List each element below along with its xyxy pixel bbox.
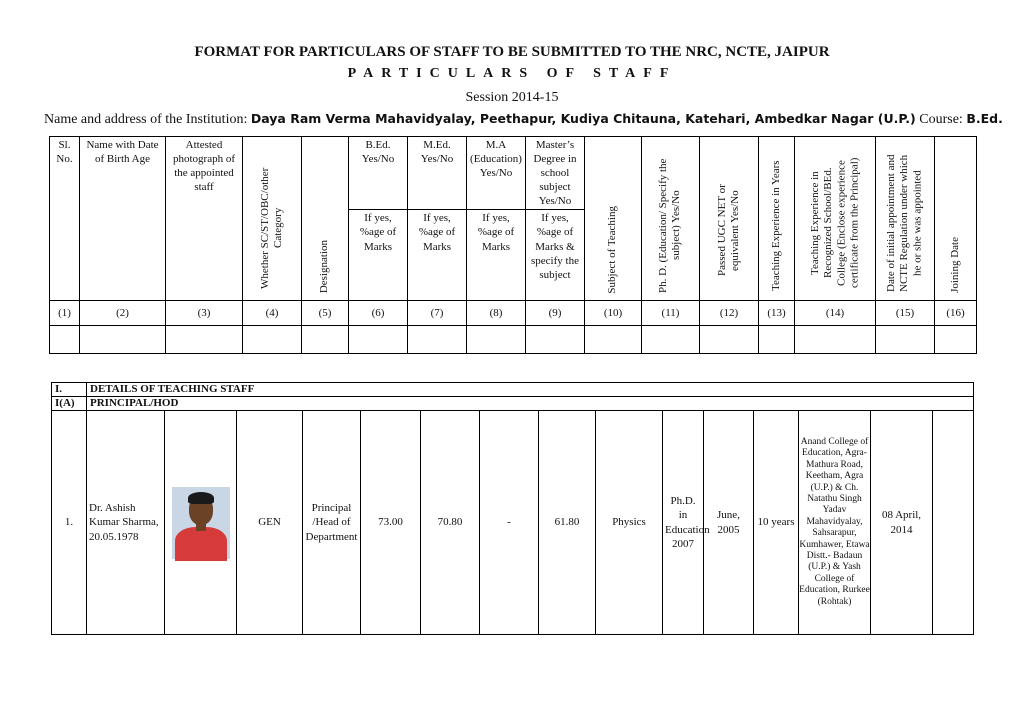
col-ma-marks: If yes, %age of Marks: [467, 210, 526, 301]
institution-line: [44, 111, 1004, 128]
column-number: (9): [526, 301, 585, 326]
column-number: (16): [935, 301, 977, 326]
course-value: B.Ed.: [966, 111, 1003, 126]
table-row: [52, 411, 974, 635]
column-number: (15): [876, 301, 935, 326]
subsection-row: [52, 397, 974, 411]
column-number: (13): [759, 301, 795, 326]
institution-value: Daya Ram Verma Mahavidyalay, Peethapur, Kudiya Chitauna, Katehari, Ambedkar Nagar (U.P.): [250, 111, 916, 126]
staff-name: Dr. Ashish Kumar Sharma, 20.05.1978: [87, 411, 165, 635]
section-title: DETAILS OF TEACHING STAFF: [87, 383, 974, 397]
document-title: FORMAT FOR PARTICULARS OF STAFF TO BE SUBMITTED TO THE NRC, NCTE, JAIPUR: [194, 44, 830, 60]
col-bed: B.Ed. Yes/No: [349, 137, 408, 210]
column-number: (11): [642, 301, 700, 326]
staff-experience: 10 years: [754, 411, 799, 635]
staff-med-marks: 70.80: [421, 411, 480, 635]
col-appointment: Date of initial appointment and NCTE Regulation under which he or she was appointed: [876, 137, 935, 301]
column-number: (5): [302, 301, 349, 326]
col-net: Passed UGC NET or equivalent Yes/No: [700, 137, 759, 301]
col-category: Whether SC/ST/OBC/other Category: [243, 137, 302, 301]
col-photo: Attested photograph of the appointed staff: [166, 137, 243, 301]
staff-ma-marks: -: [480, 411, 539, 635]
column-number: (4): [243, 301, 302, 326]
col-phd: Ph. D. (Education/ Specify the subject) Yes/No: [642, 137, 700, 301]
column-number: (7): [408, 301, 467, 326]
col-med-marks: If yes, %age of Marks: [408, 210, 467, 301]
col-med: M.Ed. Yes/No: [408, 137, 467, 210]
blank-row: [50, 326, 977, 354]
institution-label: Name and address of the Institution:: [44, 112, 248, 127]
staff-phd: Ph.D. in Education 2007: [663, 411, 704, 635]
col-joining: Joining Date: [935, 137, 977, 301]
section-row: [52, 383, 974, 397]
staff-masters-marks: 61.80: [539, 411, 596, 635]
staff-net: June, 2005: [704, 411, 754, 635]
subsection-code: I(A): [52, 397, 87, 411]
col-experience: Teaching Experience in Years: [759, 137, 795, 301]
col-name: Name with Date of Birth Age: [80, 137, 166, 301]
staff-joining: [933, 411, 974, 635]
column-number: (14): [795, 301, 876, 326]
staff-table: [51, 382, 974, 635]
staff-photo: [165, 411, 237, 635]
staff-category: GEN: [237, 411, 303, 635]
staff-recognized-exp: Anand College of Education, Agra-Mathura Road, Keetham, Agra (U.P.) & Ch. Natathu Singh Yadav Mahavidyalay, Sahsarapur, Kumhawer, Etawa Distt.- Badaun (U.P.) & Yash College of Education, Rurkee (Rohtak): [799, 411, 871, 635]
col-recognized-exp: Teaching Experience in Recognized School/BEd. College (Enclose experience certificate from the Principal): [795, 137, 876, 301]
col-designation: Designation: [302, 137, 349, 301]
col-masters-marks: If yes, %age of Marks & specify the subject: [526, 210, 585, 301]
document-subtitle: PARTICULARS OF STAFF: [347, 66, 677, 81]
staff-designation: Principal /Head of Department: [303, 411, 361, 635]
staff-subject: Physics: [596, 411, 663, 635]
section-roman: I.: [52, 383, 87, 397]
column-number: (10): [585, 301, 642, 326]
session-label: Session 2014-15: [465, 90, 559, 105]
column-number: (2): [80, 301, 166, 326]
staff-sl: 1.: [52, 411, 87, 635]
col-subject: Subject of Teaching: [585, 137, 642, 301]
staff-appointment: 08 April, 2014: [871, 411, 933, 635]
column-number: (3): [166, 301, 243, 326]
course-label: Course:: [919, 112, 963, 127]
column-number: (1): [50, 301, 80, 326]
header-table: [49, 136, 977, 354]
col-masters: Master’s Degree in school subject Yes/No: [526, 137, 585, 210]
col-bed-marks: If yes, %age of Marks: [349, 210, 408, 301]
subsection-title: PRINCIPAL/HOD: [87, 397, 974, 411]
staff-bed-marks: 73.00: [361, 411, 421, 635]
column-number: (6): [349, 301, 408, 326]
col-ma: M.A (Education) Yes/No: [467, 137, 526, 210]
column-number: (8): [467, 301, 526, 326]
staff-photo-image: [172, 487, 230, 559]
col-sl: Sl. No.: [50, 137, 80, 301]
column-number-row: [50, 301, 977, 326]
column-number: (12): [700, 301, 759, 326]
